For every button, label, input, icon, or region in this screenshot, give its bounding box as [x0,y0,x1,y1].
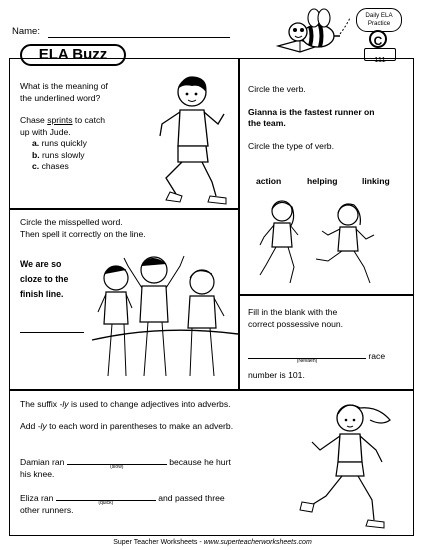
verb-option-helping[interactable]: helping [307,176,338,186]
q4-prompt-line1: Fill in the blank with the [248,307,338,317]
q1-option-b[interactable]: b. runs slowly [32,149,85,160]
badge-number-text: 111 [374,55,386,64]
q4-prompt-line2: correct possessive noun. [248,318,344,329]
running-boy-illustration [152,70,234,210]
q1-prompt-line2: the underlined word? [20,92,101,103]
q3-sentence-line3[interactable]: finish line. [20,289,64,299]
q3-prompt-line1: Circle the misspelled word. [20,217,123,227]
q1-option-c[interactable]: c. chases [32,161,69,171]
running-girl-illustration [298,396,408,532]
verb-option-linking[interactable]: linking [362,176,390,186]
footer [0,538,425,547]
daily-practice-badge [356,8,402,32]
q2-prompt: Circle the verb. [248,84,306,94]
q5-answer-blank-1[interactable] [67,455,167,470]
running-girls-illustration [250,195,390,291]
q5-hint-2: (quick) [98,500,114,506]
q1-prompt-line1: What is the meaning of [20,81,108,91]
badge-line1: Daily ELA [365,12,393,19]
verb-option-action[interactable]: action [256,176,282,186]
divider-right-horizontal [238,294,414,296]
q2-block [248,84,408,152]
q2-sentence-line1[interactable]: Gianna is the fastest runner on [248,106,375,117]
name-label: Name: [12,26,40,37]
bee-icon [274,6,350,56]
page-title: ELA Buzz [38,46,108,63]
badge-line2: Practice [367,20,391,27]
q5-sentence-1: Damian ran (slow) because he hurt his knee. [20,455,270,480]
q4-block [248,307,408,330]
q3-sentence-line1[interactable]: We are so [20,259,62,269]
q3-prompt-line2: Then spell it correctly on the line. [20,228,146,239]
underlined-word[interactable]: sprints [47,115,73,125]
q5-block [20,399,330,432]
q4-line2: number is 101. [248,369,305,380]
q1-sentence-line1: Chase sprints to catch [20,115,106,125]
q4-hint: (Nevaeh) [296,358,318,364]
q3-answer-line[interactable] [20,332,84,333]
q1-sentence-line2: up with Jude. [20,126,71,137]
q4-after-blank: race [368,351,386,361]
q5-sentence-1-line2: his knee. [20,468,55,479]
q5-sentence-2-line2: other runners. [20,504,74,515]
q5-sentence-2: Eliza ran (quick) and passed three other runners. [20,491,270,516]
footer-site-name: Super Teacher Worksheets - [113,539,204,546]
q4-answer-blank[interactable] [248,349,366,364]
q3-sentence-line2[interactable]: cloze to the [20,274,69,284]
q2-prompt2: Circle the type of verb. [248,140,334,151]
q5-rule: The suffix -ly is used to change adjectives into adverbs. [20,399,231,409]
divider-bottom-horizontal [9,389,414,391]
q5-instruction: Add -ly to each word in parentheses to make an adverb. [20,420,234,431]
footer-url[interactable]: www.superteacherworksheets.com [203,539,312,546]
badge-letter [369,30,387,48]
q5-hint-1: (slow) [110,464,124,470]
finish-line-kids-illustration [92,236,238,386]
q1-option-a[interactable]: a. runs quickly [32,138,87,148]
q4-sentence [248,349,413,381]
q1-block [20,81,150,173]
name-line[interactable] [48,37,230,38]
q2-sentence-line2[interactable]: the team. [248,118,286,128]
q5-answer-blank-2[interactable] [56,491,156,506]
divider-vertical [238,58,240,390]
q3-sentence[interactable] [20,257,90,302]
badge-letter-text: C [373,34,383,48]
